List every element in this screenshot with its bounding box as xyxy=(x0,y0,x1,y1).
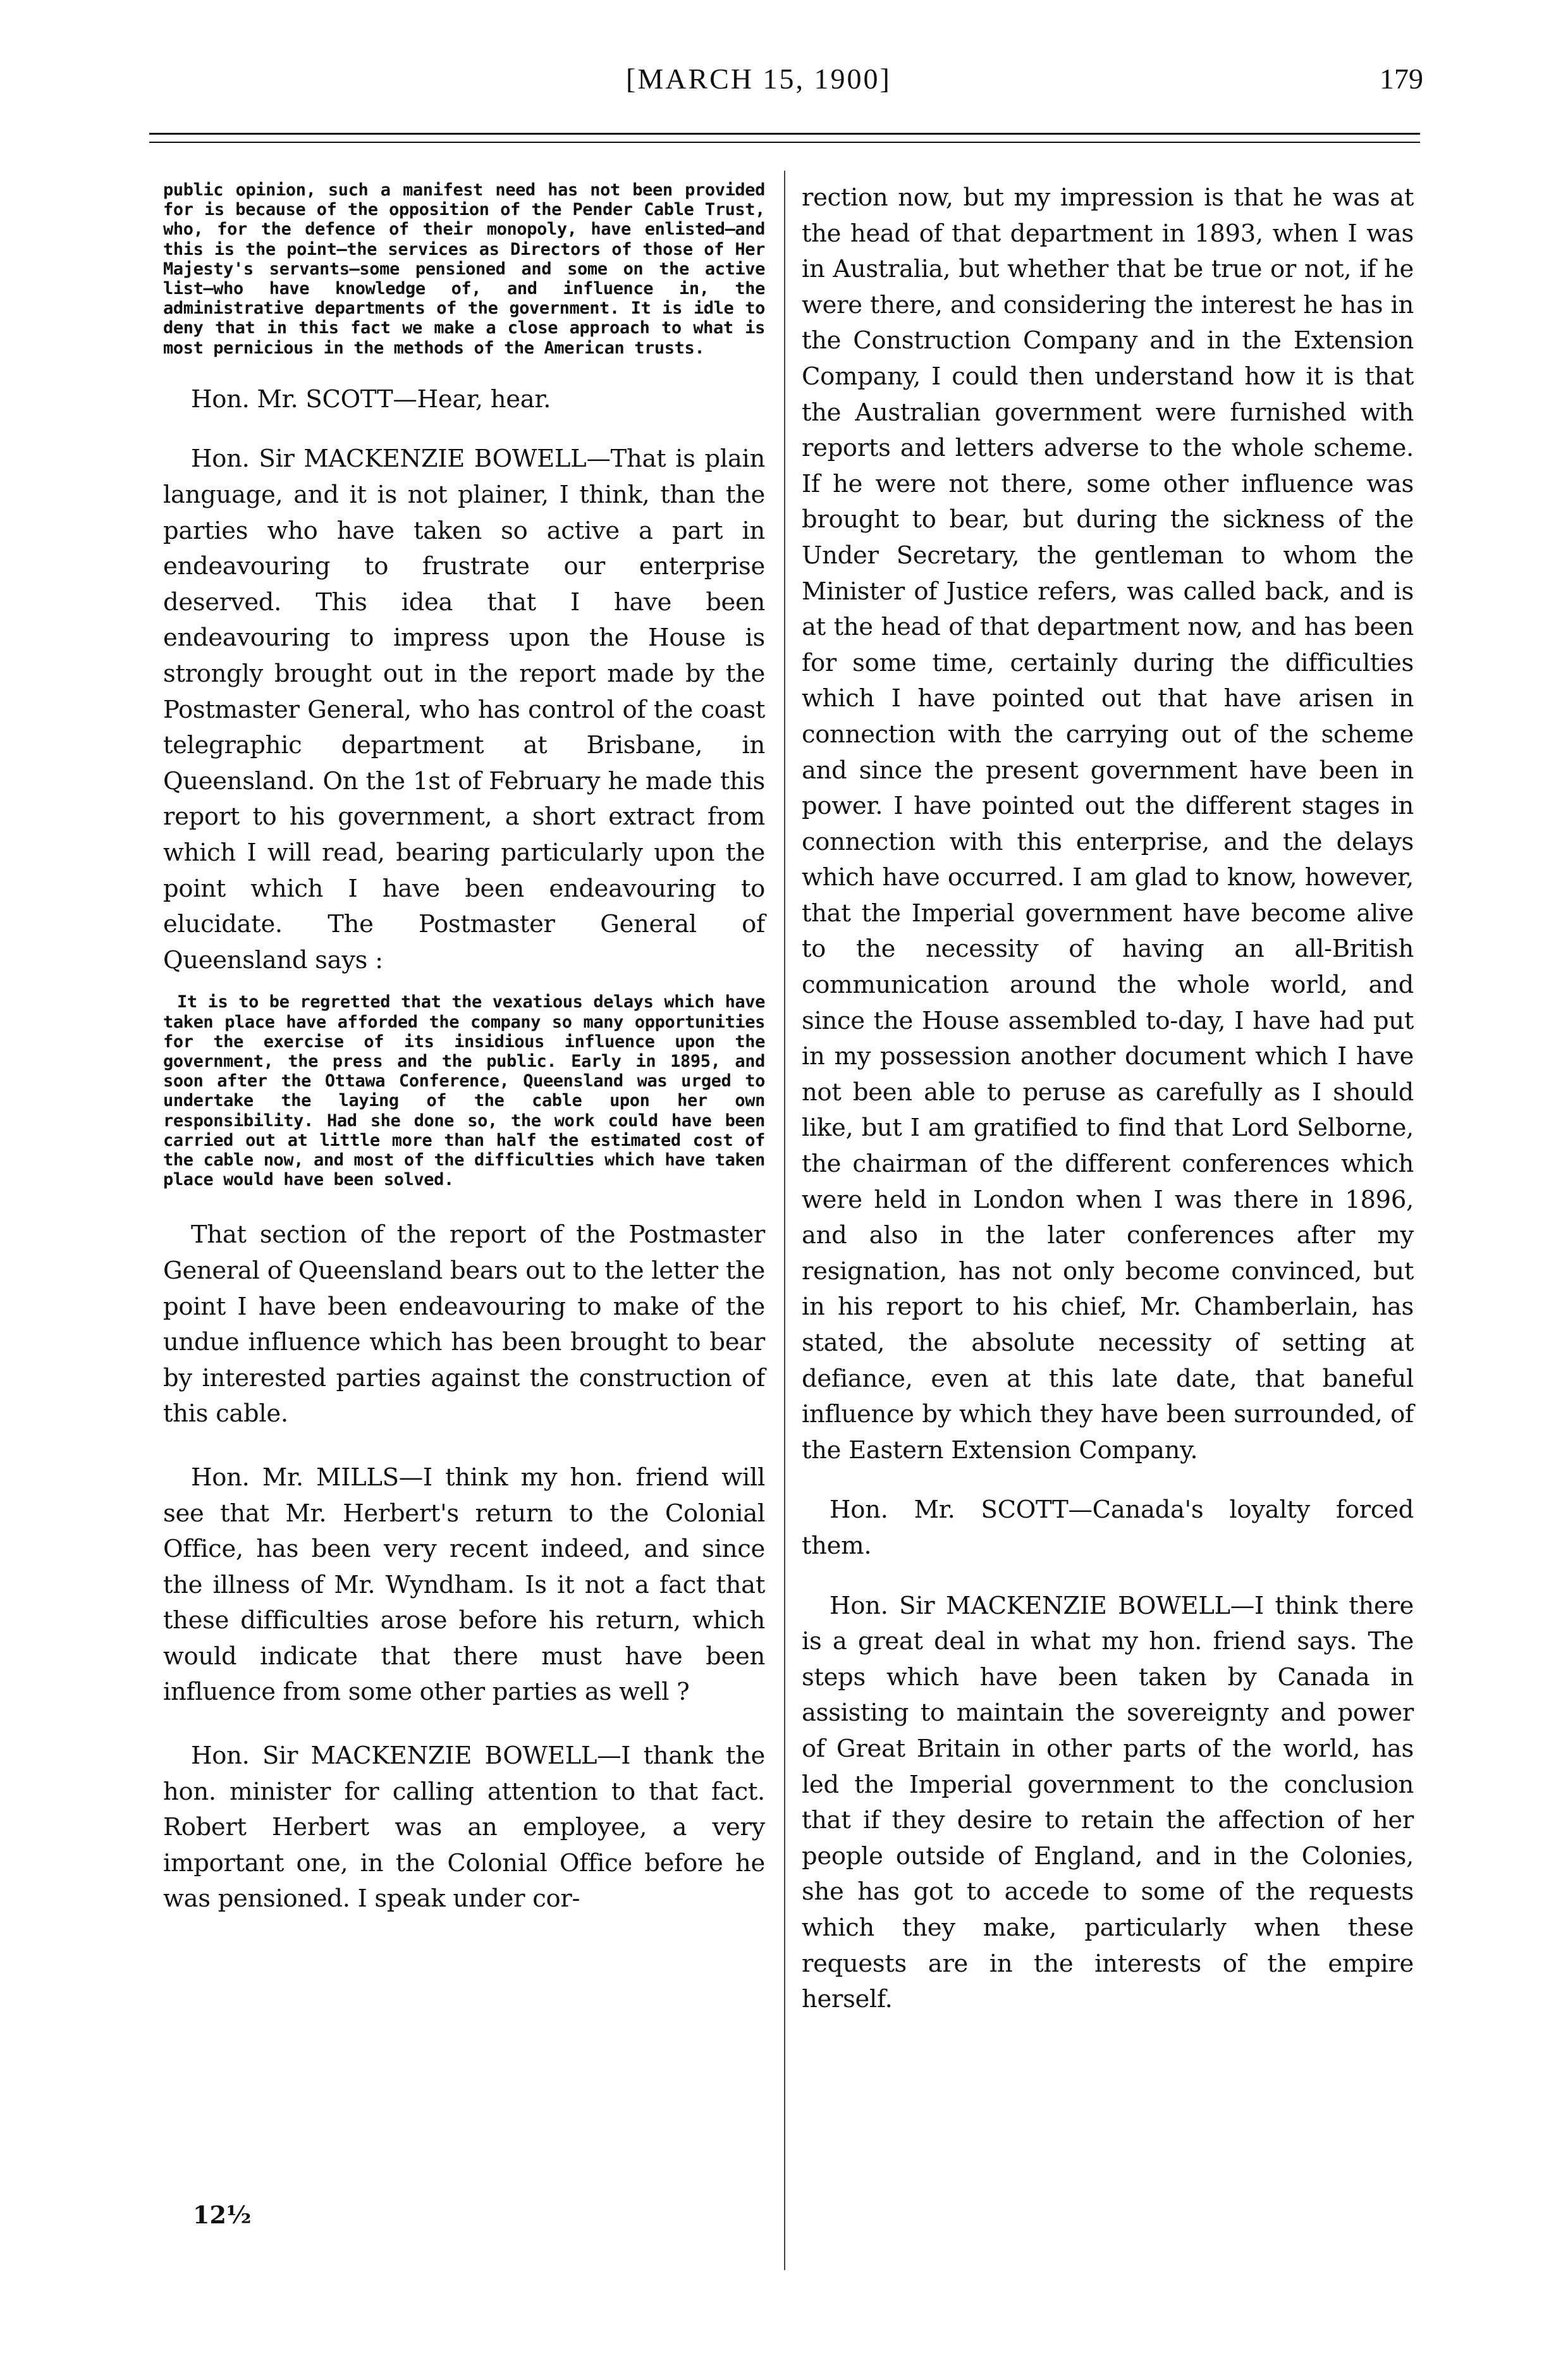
left-paragraph-bowell-reply: Hon. Sir MACKENZIE BOWELL—I thank the hon. minister for calling attention to that fact. Robert Herbert was an employee, a very important one, in the Colonial Office before he was pensioned. I speak under cor- xyxy=(163,1742,765,1914)
left-paragraph-postmaster-quote: It is to be regretted that the vexatious delays which have taken place have afforded the company so many opportunities for the exercise of its insidious influence upon the government, the press and the public. Early in 1895, and soon after the Ottawa Conference, Queensland was urged to undertake the laying of the cable upon her own responsibility. Had she done so, the work could have been carried out at little more than half the estimated cost of the cable now, and most of the difficulties which have taken place would have been solved. xyxy=(163,992,765,1190)
left-paragraph-mills-speech: Hon. Mr. MILLS—I think my hon. friend will see that Mr. Herbert's return to the Colonial Office, has been very recent indeed, and since the illness of Mr. Wyndham. Is it not a fact that these difficulties arose before his return, which would indicate that there must have been influence from some other parties as well ? xyxy=(163,1463,765,1707)
right-column xyxy=(802,180,1414,2018)
left-paragraph-scott-interjection: Hon. Mr. SCOTT—Hear, hear. xyxy=(191,384,551,414)
signature-folio-mark: 12½ xyxy=(193,2201,252,2229)
right-paragraph-scott-interjection: Hon. Mr. SCOTT—Canada's loyalty forced them. xyxy=(802,1496,1414,1560)
running-header-date: [MARCH 15, 1900] xyxy=(626,63,891,95)
right-paragraph-continuation: rection now, but my impression is that he was at the head of that department in 1893, when I was in Australia, but whether that be true or not, if he were there, and considering the interest he has in the Construction Company and in the Extension Company, I could then understand how it is that the Australian government were furnished with reports and letters adverse to the whole scheme. If he were not there, some other influence was brought to bear, but during the sickness of the Under Secretary, the gentleman to whom the Minister of Justice refers, was called back, and is at the head of that department now, and has been for some time, certainly during the difficulties which I have pointed out that have arisen in connection with the carrying out of the scheme and since the present government have been in power. I have pointed out the different stages in connection with this enterprise, and the delays which have occurred. I am glad to know, however, that the Imperial government have become alive to the necessity of having an all-British communication around the whole world, and since the House assembled to-day, I have had put in my possession another document which I have not been able to peruse as carefully as I should like, but I am gratified to find that Lord Selborne, the chairman of the different conferences which were held in London when I was there in 1896, and also in the later conferences after my resignation, has not only become convinced, but in his report to his chief, Mr. Chamberlain, has stated, the absolute necessity of setting at defiance, even at this late date, that baneful influence by which they have been surrounded, of the Eastern Extension Company. xyxy=(802,183,1414,1465)
left-column xyxy=(163,180,765,1917)
right-paragraph-bowell-speech: Hon. Sir MACKENZIE BOWELL—I think there is a great deal in what my hon. friend says. The steps which have been taken by Canada in assisting to maintain the sovereignty and power of Great Britain in other parts of the world, has led the Imperial government to the conclusion that if they desire to retain the affection of her people outside of England, and in the Colonies, she has got to accede to some of the requests which they make, particularly when these requests are in the interests of the empire herself. xyxy=(802,1591,1414,2014)
left-paragraph-quote-continuation: public opinion, such a manifest need has not been provided for is because of the opposition of the Pender Cable Trust, who, for the defence of their monopoly, have enlisted—and this is the point—the services as Directors of those of Her Majesty's servants—some pensioned and some on the active list—who have knowledge of, and influence in, the administrative departments of the government. It is idle to deny that in this fact we make a close approach to what is most pernicious in the methods of the American trusts. xyxy=(163,180,765,358)
column-divider xyxy=(784,171,785,2270)
left-paragraph-section-report: That section of the report of the Postmaster General of Queensland bears out to the letter the point I have been endeavouring to make of the undue influence which has been brought to bear by interested parties against the construction of this cable. xyxy=(163,1220,765,1428)
header-rule-thin xyxy=(149,142,1420,143)
left-paragraph-bowell-speech: Hon. Sir MACKENZIE BOWELL—That is plain language, and it is not plainer, I think, than the parties who have taken so active a part in endeavouring to frustrate our enterprise deserved. This idea that I have been endeavouring to impress upon the House is strongly brought out in the report made by the Postmaster General, who has control of the coast telegraphic department at Brisbane, in Queensland. On the 1st of February he made this report to his government, a short extract from which I will read, bearing particularly upon the point which I have been endeavouring to elucidate. The Postmaster General of Queensland says : xyxy=(163,445,765,974)
page-number: 179 xyxy=(1380,63,1423,95)
header-rule-thick xyxy=(149,133,1420,135)
